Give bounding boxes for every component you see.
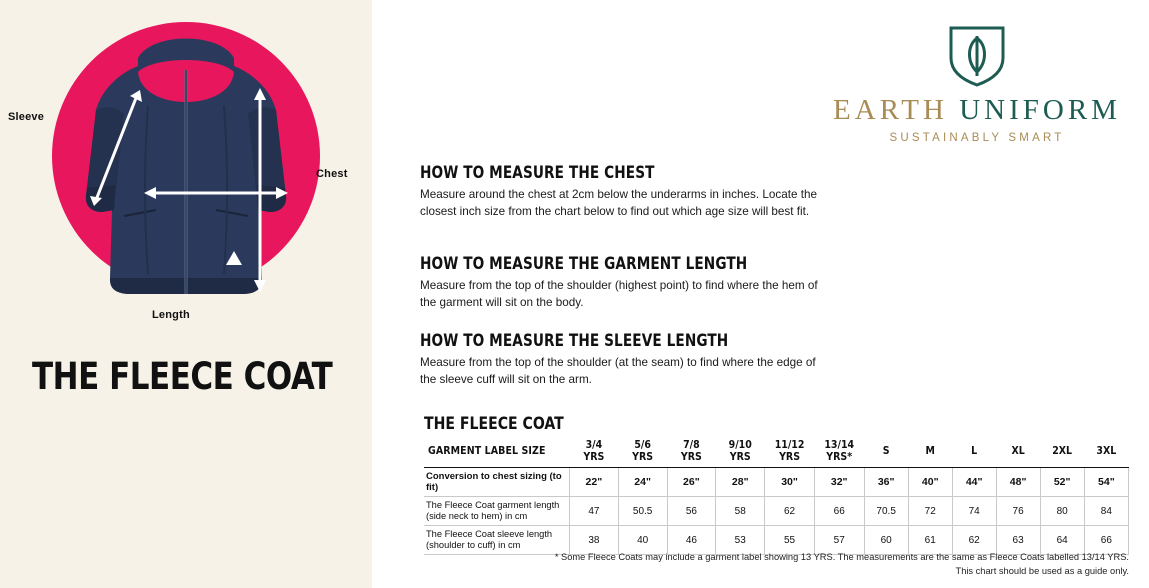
table-cell: 57 — [814, 526, 864, 555]
table-cell: 52" — [1040, 468, 1084, 497]
table-cell: 28" — [716, 468, 765, 497]
table-row — [424, 497, 1129, 526]
table-cell: 38 — [570, 526, 619, 555]
length-label: Length — [152, 309, 190, 321]
table-cell: 55 — [765, 526, 815, 555]
brand-tagline: SUSTAINABLY SMART — [889, 132, 1065, 144]
table-cell: 80 — [1040, 497, 1084, 526]
table-cell: 84 — [1084, 497, 1128, 526]
footnote-line-2: This chart should be used as a guide only. — [955, 565, 1129, 576]
footnote — [429, 551, 1129, 579]
size-table-title: THE FLEECE COAT — [424, 414, 564, 434]
table-cell: 66 — [1084, 526, 1128, 555]
size-chart-table — [424, 436, 1129, 555]
table-col-header: GARMENT LABEL SIZE — [424, 436, 570, 468]
table-cell: 22" — [570, 468, 619, 497]
table-cell: 24" — [618, 468, 667, 497]
table-cell: 76 — [996, 497, 1040, 526]
howto-body: Measure from the top of the shoulder (at the seam) to find where the edge of the sleeve cuff will sit on the arm. — [420, 356, 816, 386]
brand-name-earth: EARTH — [833, 94, 948, 126]
footnote-line-1: * Some Fleece Coats may include a garment label showing 13 YRS. The measurements are the same as Fleece Coats labelled 13/14 YRS. — [554, 552, 1129, 562]
product-illustration-panel — [0, 0, 372, 588]
table-cell: 56 — [667, 497, 716, 526]
howto-section-garment-length — [420, 254, 820, 311]
howto-body: Measure from the top of the shoulder (highest point) to find where the hem of the garment will sit on the body. — [420, 279, 818, 309]
table-cell: 40" — [908, 468, 952, 497]
table-cell: 61 — [908, 526, 952, 555]
table-cell: 30" — [765, 468, 815, 497]
table-col-header: L — [952, 436, 996, 468]
chest-label: Chest — [316, 168, 348, 180]
table-cell: 53 — [716, 526, 765, 555]
table-cell: 70.5 — [864, 497, 908, 526]
table-col-header: 5/6 YRS — [618, 436, 667, 468]
table-row-label: The Fleece Coat garment length (side neck to hem) in cm — [424, 497, 570, 526]
howto-section-sleeve-length — [420, 331, 820, 388]
table-col-header: 13/14 YRS* — [814, 436, 864, 468]
table-cell: 66 — [814, 497, 864, 526]
table-row-label: The Fleece Coat sleeve length (shoulder to cuff) in cm — [424, 526, 570, 555]
table-cell: 64 — [1040, 526, 1084, 555]
table-col-header: 11/12 YRS — [765, 436, 815, 468]
table-cell: 47 — [570, 497, 619, 526]
table-cell: 48" — [996, 468, 1040, 497]
table-cell: 32" — [814, 468, 864, 497]
table-col-header: 3/4 YRS — [570, 436, 619, 468]
table-cell: 62 — [765, 497, 815, 526]
table-cell: 62 — [952, 526, 996, 555]
brand-logo — [827, 22, 1127, 144]
product-title: THE FLEECE COAT — [32, 355, 333, 398]
table-cell: 58 — [716, 497, 765, 526]
table-cell: 60 — [864, 526, 908, 555]
howto-heading: HOW TO MEASURE THE GARMENT LENGTH — [420, 254, 748, 273]
table-header-row — [424, 436, 1129, 468]
brand-name — [827, 94, 1127, 127]
table-col-header: M — [908, 436, 952, 468]
table-col-header: 7/8 YRS — [667, 436, 716, 468]
table-cell: 26" — [667, 468, 716, 497]
fleece-coat-illustration — [52, 10, 320, 310]
table-col-header: 9/10 YRS — [716, 436, 765, 468]
howto-heading: HOW TO MEASURE THE SLEEVE LENGTH — [420, 331, 729, 350]
table-col-header: 3XL — [1084, 436, 1128, 468]
table-col-header: XL — [996, 436, 1040, 468]
table-cell: 46 — [667, 526, 716, 555]
shield-leaf-icon — [947, 22, 1007, 88]
table-cell: 54" — [1084, 468, 1128, 497]
howto-heading: HOW TO MEASURE THE CHEST — [420, 163, 655, 182]
table-cell: 40 — [618, 526, 667, 555]
table-cell: 74 — [952, 497, 996, 526]
brand-name-uniform: UNIFORM — [959, 94, 1121, 126]
table-row-label: Conversion to chest sizing (to fit) — [424, 468, 570, 497]
table-cell: 63 — [996, 526, 1040, 555]
table-row — [424, 468, 1129, 497]
table-col-header: 2XL — [1040, 436, 1084, 468]
table-cell: 36" — [864, 468, 908, 497]
howto-body: Measure around the chest at 2cm below the underarms in inches. Locate the closest inch size from the chart below to find out which age size will best fit. — [420, 188, 817, 218]
howto-section-chest — [420, 163, 820, 220]
table-cell: 72 — [908, 497, 952, 526]
table-cell: 50.5 — [618, 497, 667, 526]
sleeve-label: Sleeve — [8, 111, 45, 123]
table-cell: 44" — [952, 468, 996, 497]
table-col-header: S — [864, 436, 908, 468]
